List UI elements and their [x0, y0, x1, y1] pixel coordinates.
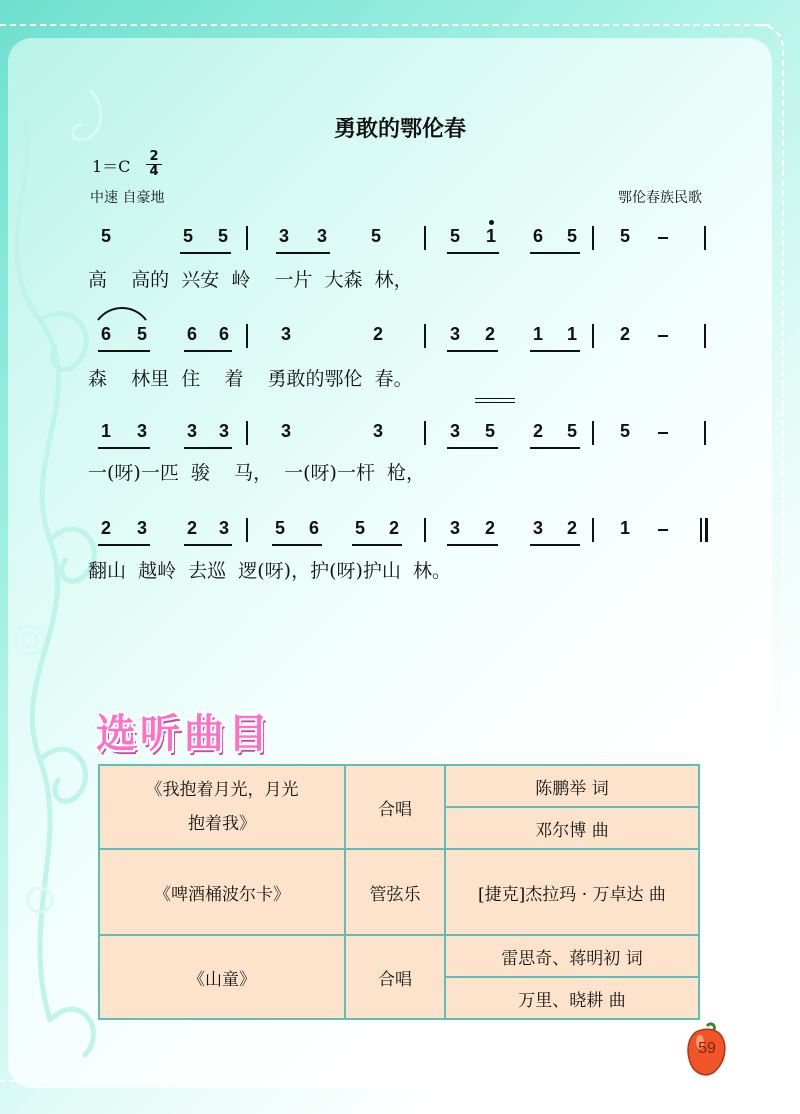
eighth-underline — [447, 544, 498, 546]
bar-line — [592, 518, 594, 542]
note: 6 — [532, 226, 543, 246]
note: 6 — [218, 324, 229, 344]
note: 1 — [566, 324, 577, 344]
bar-line — [592, 421, 594, 445]
bar-line — [424, 421, 426, 445]
lyric-line-2: 森 林里 住 着 勇敢的鄂伦 春。 — [88, 368, 413, 390]
bar-line — [700, 518, 702, 542]
bar-line — [704, 324, 706, 348]
bar-line — [246, 324, 248, 348]
note: 3 — [449, 324, 460, 344]
lyric-line-4: 翻山 越岭 去巡 逻(呀)，护(呀)护山 林。 — [88, 560, 451, 582]
note: 5 — [182, 226, 193, 246]
lyric-double-underline — [475, 402, 515, 403]
slur — [94, 304, 154, 324]
note: 1 — [100, 421, 111, 441]
piece-type: 管弦乐 — [345, 849, 445, 935]
eighth-underline — [530, 350, 580, 352]
eighth-underline — [98, 350, 150, 352]
note: 3 — [218, 518, 229, 538]
note: 3 — [372, 421, 383, 441]
note: 2 — [619, 324, 630, 344]
eighth-underline — [184, 544, 232, 546]
hold-dash — [658, 529, 668, 531]
note: 3 — [280, 421, 291, 441]
note: 2 — [566, 518, 577, 538]
eighth-underline — [447, 252, 499, 254]
song-origin: 鄂伦春族民歌 — [618, 190, 702, 206]
note: 5 — [566, 421, 577, 441]
note: 2 — [100, 518, 111, 538]
eighth-underline — [352, 544, 402, 546]
note: 5 — [100, 226, 111, 246]
note: 2 — [186, 518, 197, 538]
note: 3 — [186, 421, 197, 441]
bar-line — [424, 518, 426, 542]
piece-title-line: 抱着我》 — [188, 814, 256, 834]
eighth-underline — [530, 544, 580, 546]
hold-dash — [658, 432, 668, 434]
time-signature-top: 2 — [149, 149, 159, 164]
piece-title — [99, 765, 345, 849]
note: 3 — [316, 226, 327, 246]
note: 5 — [217, 226, 228, 246]
note: 6 — [308, 518, 319, 538]
note: 3 — [278, 226, 289, 246]
piece-credit: 邓尔博 曲 — [445, 807, 699, 849]
bar-line — [592, 226, 594, 250]
note: 3 — [280, 324, 291, 344]
bar-line — [246, 226, 248, 250]
eighth-underline — [98, 447, 150, 449]
eighth-underline — [447, 350, 498, 352]
piece-type: 合唱 — [345, 765, 445, 849]
bar-line — [704, 226, 706, 250]
note: 3 — [449, 518, 460, 538]
note: 3 — [136, 518, 147, 538]
hold-dash — [658, 335, 668, 337]
section-title-listening: 选听曲目 — [96, 711, 272, 757]
table-row — [99, 935, 699, 977]
piece-credit: 雷思奇、蒋明初 词 — [445, 935, 699, 977]
lyric-line-3: 一(呀)一匹 骏 马， 一(呀)一杆 枪， — [88, 462, 426, 484]
eighth-underline — [530, 447, 580, 449]
note: 5 — [566, 226, 577, 246]
dashed-border-bottom — [0, 1080, 780, 1082]
octave-dot — [489, 220, 494, 225]
note: 3 — [218, 421, 229, 441]
piece-type: 合唱 — [345, 935, 445, 1019]
piece-credit: 陈鹏举 词 — [445, 765, 699, 807]
time-signature-bottom: 4 — [146, 164, 162, 179]
eighth-underline — [184, 350, 232, 352]
note: 1 — [532, 324, 543, 344]
note: 5 — [619, 226, 630, 246]
note: 2 — [532, 421, 543, 441]
final-bar-line — [705, 518, 708, 542]
listening-table — [98, 764, 700, 1020]
note: 1 — [619, 518, 630, 538]
note: 3 — [136, 421, 147, 441]
table-row — [99, 765, 699, 807]
page-number: 59 — [698, 1040, 716, 1057]
piece-credit: [捷克]杰拉玛 · 万卓达 曲 — [445, 849, 699, 935]
table-row — [99, 849, 699, 935]
note: 5 — [274, 518, 285, 538]
lyric-double-underline — [475, 398, 515, 399]
key-signature: 1＝C — [92, 157, 131, 176]
lyric-line-1: 高 高的 兴安 岭 一片 大森 林， — [88, 269, 413, 291]
eighth-underline — [276, 252, 330, 254]
note: 5 — [354, 518, 365, 538]
eighth-underline — [447, 447, 498, 449]
note: 5 — [484, 421, 495, 441]
piece-title: 《山童》 — [99, 935, 345, 1019]
bar-line — [246, 421, 248, 445]
note: 5 — [136, 324, 147, 344]
eighth-underline — [98, 544, 150, 546]
piece-credit: 万里、晓耕 曲 — [445, 977, 699, 1019]
note: 2 — [388, 518, 399, 538]
hold-dash — [658, 237, 668, 239]
note: 6 — [100, 324, 111, 344]
tempo-marking: 中速 自豪地 — [90, 190, 165, 206]
note: 5 — [619, 421, 630, 441]
bar-line — [592, 324, 594, 348]
bar-line — [246, 518, 248, 542]
note: 2 — [484, 518, 495, 538]
piece-title: 《啤酒桶波尔卡》 — [99, 849, 345, 935]
note: 3 — [532, 518, 543, 538]
song-title: 勇敢的鄂伦春 — [333, 117, 466, 142]
bar-line — [424, 226, 426, 250]
note: 5 — [449, 226, 460, 246]
note: 5 — [370, 226, 381, 246]
eighth-underline — [184, 447, 232, 449]
note: 6 — [186, 324, 197, 344]
eighth-underline — [180, 252, 231, 254]
bar-line — [424, 324, 426, 348]
note: 2 — [484, 324, 495, 344]
bar-line — [704, 421, 706, 445]
note: 1 — [485, 226, 496, 246]
eighth-underline — [530, 252, 580, 254]
piece-title-line: 《我抱着月光，月光 — [145, 780, 299, 800]
note: 2 — [372, 324, 383, 344]
note: 3 — [449, 421, 460, 441]
eighth-underline — [272, 544, 322, 546]
